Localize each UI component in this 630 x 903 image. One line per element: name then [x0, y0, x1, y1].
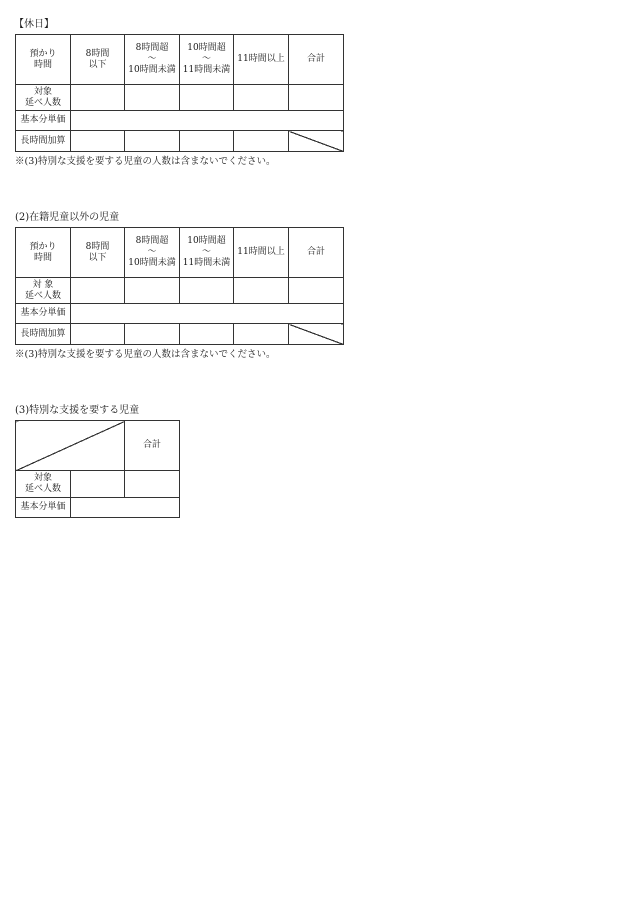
row-label-target-count: 対 象 延べ人数 [16, 278, 71, 304]
input-cell-merged[interactable] [71, 304, 344, 324]
table-row [16, 85, 344, 111]
input-cell[interactable] [234, 85, 289, 111]
input-cell[interactable] [180, 324, 234, 345]
input-cell[interactable] [234, 131, 289, 152]
header-cell-total: 合計 [289, 228, 344, 278]
table-row [16, 111, 344, 131]
diagonal-blank-cell [289, 131, 344, 152]
table-row [16, 131, 344, 152]
row-label-target-count: 対象 延べ人数 [16, 85, 71, 111]
section3-table [15, 420, 180, 518]
row-label-long-hours-addition: 長時間加算 [16, 324, 71, 345]
input-cell[interactable] [180, 278, 234, 304]
header-cell-8h-or-less: 8時間 以下 [71, 35, 125, 85]
section1-title: 【休日】 [14, 19, 54, 30]
diagonal-blank-cell [289, 324, 344, 345]
header-cell-total: 合計 [289, 35, 344, 85]
input-cell[interactable] [125, 278, 180, 304]
input-cell[interactable] [71, 278, 125, 304]
section2-title: (2)在籍児童以外の児童 [15, 212, 120, 223]
input-cell[interactable] [71, 85, 125, 111]
input-cell[interactable] [71, 324, 125, 345]
input-cell[interactable] [125, 471, 180, 498]
input-cell[interactable] [71, 131, 125, 152]
section1-table [15, 34, 344, 152]
header-row [16, 421, 180, 471]
header-cell-8h-to-10h: 8時間超 〜 10時間未満 [125, 35, 180, 85]
header-cell-care-hours: 預かり 時間 [16, 35, 71, 85]
table-row [16, 304, 344, 324]
header-row [16, 35, 344, 85]
header-cell-care-hours: 預かり 時間 [16, 228, 71, 278]
input-cell-merged[interactable] [71, 111, 344, 131]
input-cell[interactable] [289, 85, 344, 111]
header-cell-8h-to-10h: 8時間超 〜 10時間未満 [125, 228, 180, 278]
input-cell[interactable] [125, 85, 180, 111]
input-cell[interactable] [289, 278, 344, 304]
input-cell[interactable] [234, 278, 289, 304]
table-row [16, 498, 180, 518]
table-row [16, 324, 344, 345]
header-cell-11h-or-more: 11時間以上 [234, 228, 289, 278]
table-row [16, 278, 344, 304]
table-row [16, 471, 180, 498]
input-cell-merged[interactable] [71, 498, 180, 518]
section1-note: ※(3)特別な支援を要する児童の人数は含まないでください。 [15, 156, 276, 167]
input-cell[interactable] [125, 131, 180, 152]
section2-table [15, 227, 344, 345]
input-cell[interactable] [180, 85, 234, 111]
row-label-base-unit-price: 基本分単価 [16, 111, 71, 131]
row-label-base-unit-price: 基本分単価 [16, 498, 71, 518]
header-cell-10h-to-11h: 10時間超 〜 11時間未満 [180, 228, 234, 278]
input-cell[interactable] [234, 324, 289, 345]
input-cell[interactable] [71, 471, 125, 498]
header-cell-total: 合計 [125, 421, 180, 471]
row-label-long-hours-addition: 長時間加算 [16, 131, 71, 152]
row-label-base-unit-price: 基本分単価 [16, 304, 71, 324]
row-label-target-count: 対象 延べ人数 [16, 471, 71, 498]
section3-title: (3)特別な支援を要する児童 [15, 405, 140, 416]
section2-note: ※(3)特別な支援を要する児童の人数は含まないでください。 [15, 349, 276, 360]
header-cell-10h-to-11h: 10時間超 〜 11時間未満 [180, 35, 234, 85]
input-cell[interactable] [125, 324, 180, 345]
diagonal-header-cell [16, 421, 125, 471]
input-cell[interactable] [180, 131, 234, 152]
header-cell-11h-or-more: 11時間以上 [234, 35, 289, 85]
header-cell-8h-or-less: 8時間 以下 [71, 228, 125, 278]
header-row [16, 228, 344, 278]
